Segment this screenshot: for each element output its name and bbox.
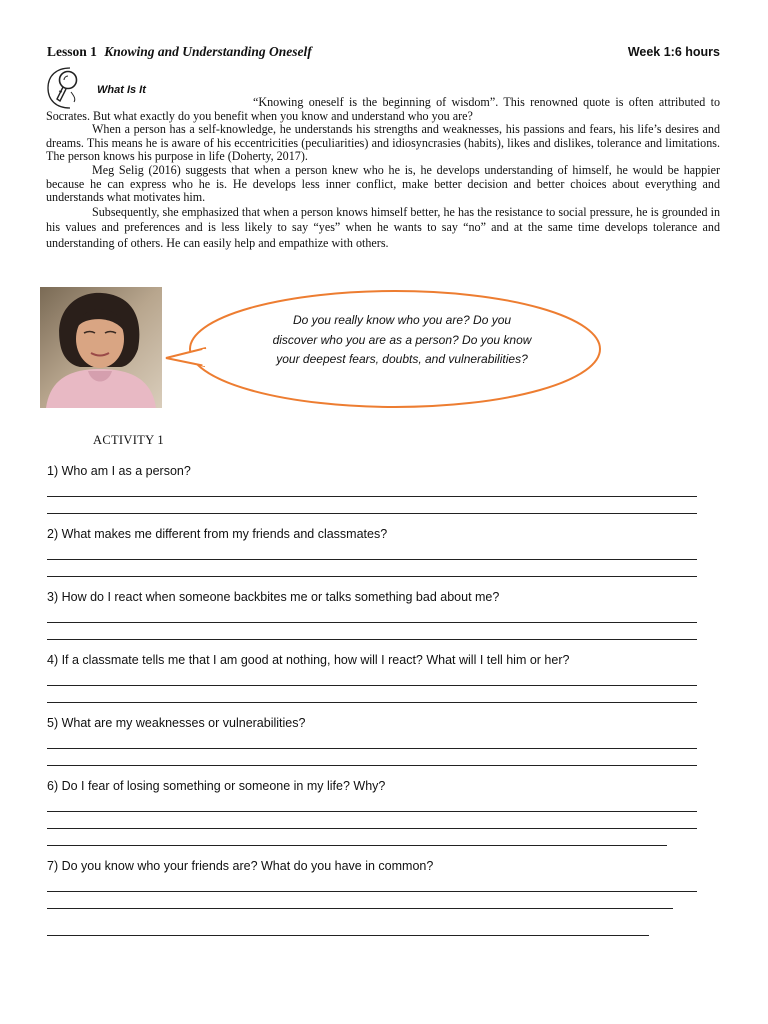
answer-line[interactable] — [47, 795, 697, 812]
lesson-title: Knowing and Understanding Oneself — [104, 44, 312, 59]
week-duration: Week 1:6 hours — [627, 45, 720, 59]
lesson-body — [46, 96, 720, 251]
answer-line[interactable] — [47, 812, 697, 829]
answer-line[interactable] — [47, 606, 697, 623]
answer-line[interactable] — [47, 875, 697, 892]
question-4 — [47, 651, 699, 703]
question-text: 4) If a classmate tells me that I am good at nothing, how will I react? What will I tell him or her? — [47, 653, 570, 667]
paragraph-meg-selig: Meg Selig (2016) suggests that when a person knew who he is, he develops understanding of himself, he would be happier because he can express who he is. He develops less inner conflict, make better decision and better choices about everything and understands what motivates him. — [46, 162, 720, 205]
answer-line[interactable] — [47, 560, 697, 577]
activity-title: ACTIVITY 1 — [93, 433, 164, 447]
question-text: 7) Do you know who your friends are? What do you have in common? — [47, 859, 434, 873]
lesson-number: Lesson 1 — [47, 44, 97, 59]
answer-line[interactable] — [47, 919, 649, 936]
paragraph-quote: “Knowing oneself is the beginning of wisdom”. This renowned quote is often attributed to Socrates. But what exactly do you benefit when you know and understand who you are? — [46, 95, 720, 123]
answer-line[interactable] — [47, 543, 697, 560]
paragraph-subsequently: Subsequently, she emphasized that when a person knows himself better, he has the resistance to social pressure, he is grounded in his values and preferences and is less likely to say “yes” when he wants to say “no” and at the same time develops tolerance and understanding of others. He can easily help and empathize with others. — [46, 204, 720, 250]
question-7 — [47, 857, 699, 936]
question-text: 1) Who am I as a person? — [47, 464, 191, 478]
question-1 — [47, 462, 699, 514]
answer-line[interactable] — [47, 623, 697, 640]
question-text: 2) What makes me different from my friends and classmates? — [47, 527, 388, 541]
question-2 — [47, 525, 699, 577]
answer-line[interactable] — [47, 732, 697, 749]
answer-line[interactable] — [47, 686, 697, 703]
question-5 — [47, 714, 699, 766]
answer-line[interactable] — [47, 829, 667, 846]
lesson-header — [47, 44, 312, 60]
teacher-photo — [40, 287, 162, 408]
answer-line[interactable] — [47, 480, 697, 497]
question-text: 3) How do I react when someone backbites me or talks something bad about me? — [47, 590, 500, 604]
section-label: What Is It — [97, 84, 146, 96]
answer-line[interactable] — [47, 892, 673, 909]
question-text: 6) Do I fear of losing something or someone in my life? Why? — [47, 779, 386, 793]
answer-line[interactable] — [47, 497, 697, 514]
answer-line[interactable] — [47, 749, 697, 766]
question-3 — [47, 588, 699, 640]
activity-questions — [47, 462, 699, 947]
paragraph-self-knowledge: When a person has a self-knowledge, he understands his strengths and weaknesses, his passions and fears, his life’s desires and dreams. This means he is aware of his eccentricities (peculiarities) and idiosyncrasies (habits), likes and dislikes, tolerance and limitations. The person knows his purpose in life (Doherty, 2017). — [46, 122, 720, 164]
question-text: 5) What are my weaknesses or vulnerabilities? — [47, 716, 306, 730]
speech-bubble-text: Do you really know who you are? Do you discover who you are as a person? Do you know your deepest fears, doubts, and vulnerabilities? — [272, 313, 532, 366]
question-6 — [47, 777, 699, 846]
answer-line[interactable] — [47, 669, 697, 686]
